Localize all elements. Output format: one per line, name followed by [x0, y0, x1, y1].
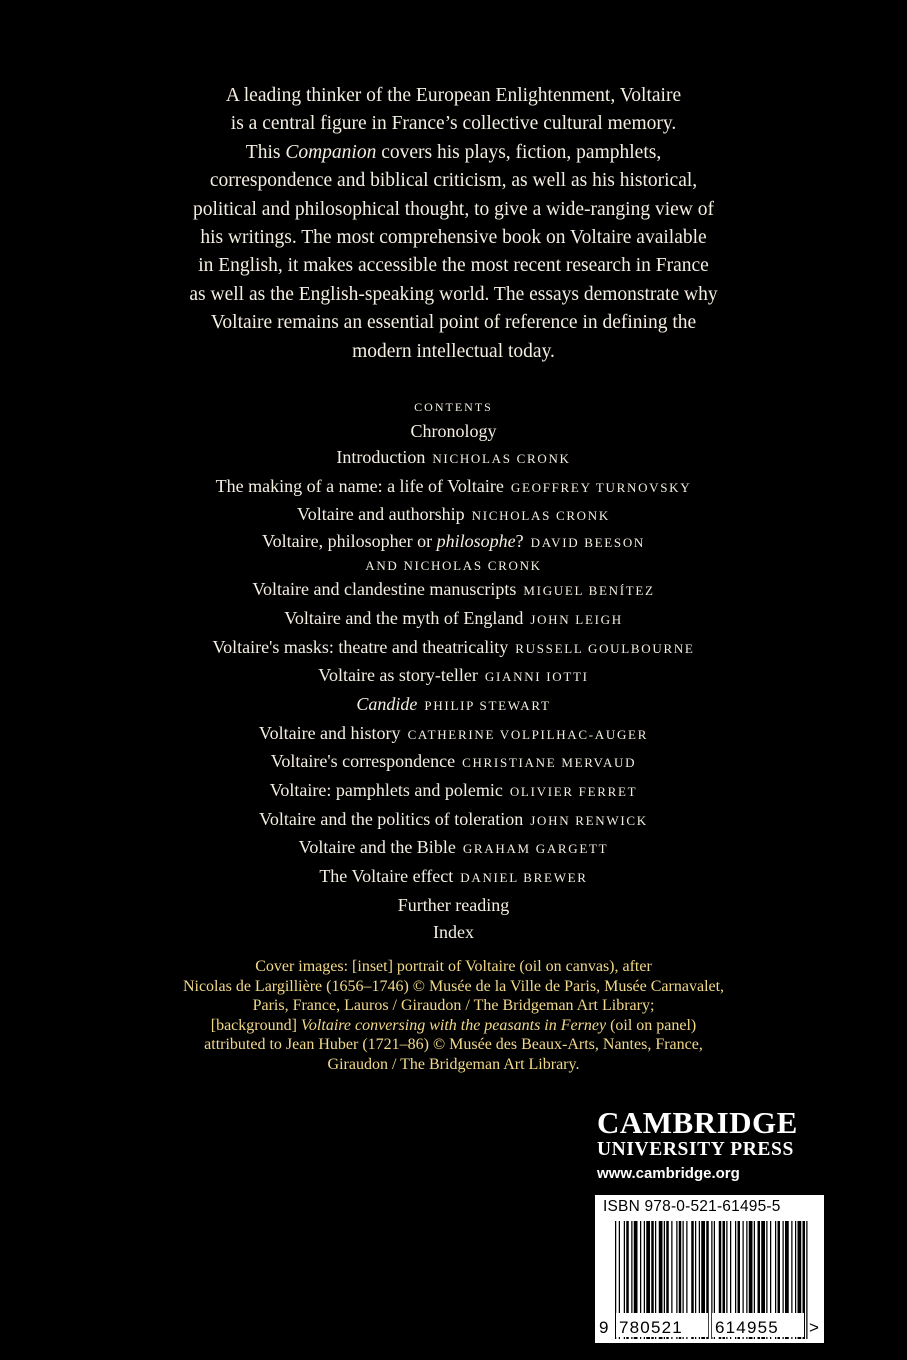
- entry-title: Voltaire and the myth of England: [284, 607, 524, 628]
- painting-title: Voltaire conversing with the peasants in Ferney: [300, 1016, 607, 1034]
- publisher-name: CAMBRIDGE: [597, 1105, 798, 1140]
- blurb-line: as well as the English-speaking world. The essays demonstrate why: [189, 283, 718, 305]
- entry-title: Introduction: [336, 447, 426, 467]
- cover-credits: [150, 957, 757, 1075]
- entry-author: GIANNI IOTTI: [484, 669, 589, 685]
- publisher-press: UNIVERSITY PRESS: [597, 1139, 794, 1160]
- blurb-line: This Companion covers his plays, fiction, pamphlets,: [245, 141, 662, 163]
- entry-title: Voltaire and clandestine manuscripts: [252, 579, 517, 600]
- contents-entry: [120, 444, 787, 473]
- entry-title: The making of a name: a life of Voltaire: [215, 475, 504, 496]
- companion-italic: Companion: [285, 141, 377, 163]
- barcode-lead-digit: 9: [599, 1318, 610, 1337]
- entry-author: CATHERINE VOLPILHAC-AUGER: [407, 726, 649, 742]
- entry-title: Voltaire's masks: theatre and theatricality: [212, 636, 509, 657]
- isbn-barcode: [595, 1195, 824, 1343]
- contents-entry: [120, 605, 787, 634]
- entry-title: Voltaire: pamphlets and polemic: [269, 780, 503, 801]
- contents-entry: [120, 501, 787, 530]
- contents-entry-chronology: [120, 418, 787, 444]
- blurb-line: is a central figure in France’s collective cultural memory.: [230, 113, 677, 135]
- credits-line: Giraudon / The Bridgeman Art Library.: [327, 1055, 580, 1073]
- contents-entry: [120, 892, 787, 919]
- contents-entry: [120, 662, 787, 691]
- blurb-paragraph: [150, 82, 757, 366]
- entry-title: Voltaire and the Bible: [298, 837, 456, 858]
- entry-author: NICHOLAS CRONK: [432, 451, 571, 466]
- blurb-line: in English, it makes accessible the most recent research in France: [198, 255, 709, 277]
- contents-list: [120, 396, 787, 945]
- entry-title: Voltaire and history: [258, 722, 401, 743]
- publisher-logo: [597, 1107, 837, 1185]
- credits-line: attributed to Jean Huber (1721–86) © Musée des Beaux-Arts, Nantes, France,: [204, 1036, 703, 1054]
- entry-title: Voltaire, philosopher or philosophe?: [261, 531, 524, 552]
- entry-author: OLIVIER FERRET: [509, 784, 638, 800]
- blurb-line: Voltaire remains an essential point of reference in defining the: [210, 312, 697, 334]
- barcode-end-mark: >: [809, 1318, 821, 1337]
- entry-author: PHILIP STEWART: [424, 697, 551, 713]
- contents-entry: [120, 576, 787, 605]
- entry-author: JOHN RENWICK: [530, 812, 648, 828]
- contents-entry: [120, 806, 787, 835]
- entry-title: Voltaire as story-teller: [318, 665, 478, 686]
- entry-title: Further reading: [397, 894, 510, 915]
- contents-entry: [120, 834, 787, 863]
- entry-title: Candide: [356, 693, 418, 714]
- barcode-digits-left: 780521: [619, 1318, 683, 1337]
- blurb-line: A leading thinker of the European Enlightenment, Voltaire: [225, 85, 682, 106]
- contents-entry: [120, 720, 787, 749]
- credits-line: [background] Voltaire conversing with the peasants in Ferney (oil on panel): [210, 1016, 697, 1034]
- contents-entry: [120, 473, 787, 502]
- entry-title: Voltaire and authorship: [297, 504, 465, 525]
- entry-title: The Voltaire effect: [319, 866, 454, 887]
- entry-author: JOHN LEIGH: [530, 611, 623, 627]
- blurb-line: modern intellectual today.: [352, 340, 555, 362]
- contents-entry: [120, 748, 787, 777]
- credits-line: Paris, France, Lauros / Giraudon / The Bridgeman Art Library;: [252, 997, 655, 1015]
- blurb-line: his writings. The most comprehensive book on Voltaire available: [200, 227, 707, 249]
- contents-entry: [120, 777, 787, 806]
- blurb-line: correspondence and biblical criticism, as well as his historical,: [209, 170, 698, 192]
- contents-entry: [120, 691, 787, 720]
- contents-entry: [120, 530, 787, 554]
- entry-title: Chronology: [410, 421, 497, 441]
- credits-line: Cover images: [inset] portrait of Voltaire (oil on canvas), after: [255, 958, 652, 975]
- contents-entry-continuation: [120, 554, 787, 576]
- contents-entry: [120, 634, 787, 663]
- entry-author: GRAHAM GARGETT: [462, 841, 609, 857]
- entry-author: NICHOLAS CRONK: [471, 508, 610, 524]
- contents-heading: CONTENTS: [414, 400, 493, 414]
- entry-author: DAVID BEESON: [530, 535, 646, 551]
- publisher-url: www.cambridge.org: [597, 1165, 740, 1182]
- entry-author: RUSSELL GOULBOURNE: [515, 640, 695, 656]
- entry-author: MIGUEL BENÍTEZ: [523, 583, 655, 599]
- entry-title: Voltaire's correspondence: [270, 751, 456, 772]
- isbn-label: ISBN 978-0-521-61495-5: [603, 1198, 781, 1215]
- barcode-digits-right: 614955: [715, 1318, 779, 1337]
- credits-line: Nicolas de Largillière (1656–1746) © Musée de la Ville de Paris, Musée Carnavalet,: [182, 977, 725, 995]
- contents-entry: [120, 919, 787, 946]
- entry-title: Index: [433, 921, 474, 942]
- entry-title: Voltaire and the politics of toleration: [259, 808, 524, 829]
- entry-author: GEOFFREY TURNOVSKY: [510, 479, 692, 495]
- entry-author: DANIEL BREWER: [460, 870, 588, 886]
- contents-entry: [120, 863, 787, 892]
- blurb-line: political and philosophical thought, to give a wide-ranging view of: [193, 198, 714, 220]
- entry-author: CHRISTIANE MERVAUD: [462, 755, 637, 771]
- entry-author: AND NICHOLAS CRONK: [365, 558, 542, 574]
- barcode-bar: [806, 1221, 807, 1339]
